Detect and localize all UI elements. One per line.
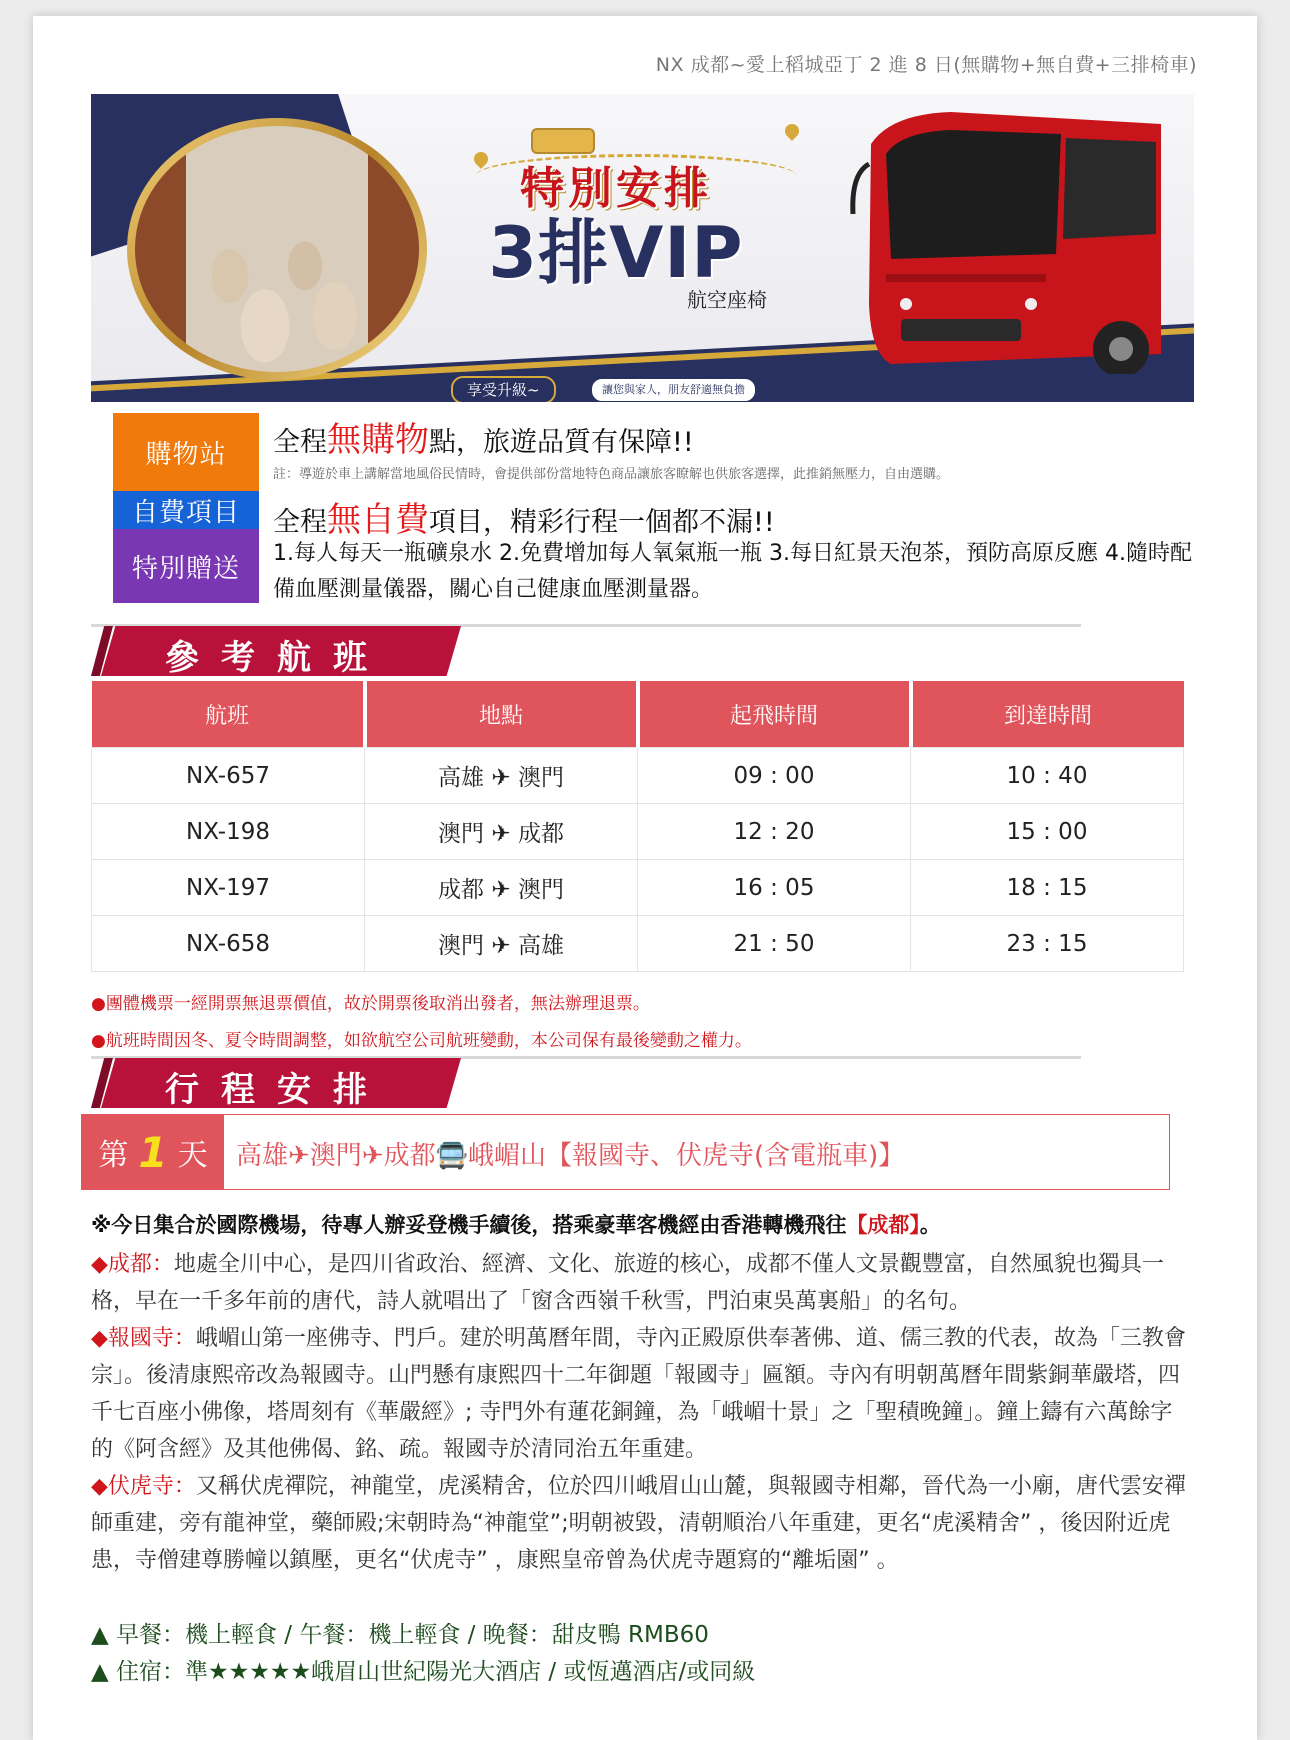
fuhu-keyword: ◆伏虎寺： [91,1474,196,1499]
day-1-header [81,1114,1170,1190]
intro-post: 。 [919,1213,941,1237]
no-shopping-pre: 全程 [273,427,327,458]
label-special-gifts: 特別贈送 [113,529,259,603]
flight-route: 澳門 ✈ 成都 [365,804,638,860]
banner-title-special: 特別安排 [520,163,712,214]
fuhu-temple-paragraph [91,1468,1191,1579]
no-optional-post: 項目，精彩行程一個都不漏!! [429,507,775,538]
mini-bus-icon [531,128,595,154]
label-shopping: 購物站 [113,413,259,491]
banner-title-seat: 航空座椅 [687,288,767,312]
document-header-title: NX 成都~愛上稻城亞丁 2 進 8 日(無購物+無自費+三排椅車) [655,54,1197,76]
label-optional-tours: 自費項目 [113,491,259,529]
table-row [92,804,1184,860]
no-shopping-post: 點，旅遊品質有保障!! [429,427,694,458]
bus-interior-photo [127,118,427,380]
special-gifts-text: 1.每人每天一瓶礦泉水 2.免費增加每人氧氣瓶一瓶 3.每日紅景天泡茶，預防高原反應 4.隨時配備血壓測量儀器，關心自己健康血壓測量器。 [273,541,1192,602]
no-optional-pre: 全程 [273,507,327,538]
baoguo-text: 峨嵋山第一座佛寺、門戶。建於明萬曆年間，寺內正殿原供奉著佛、道、儒三教的代表，故為「三教會宗」。後清康熙帝改為報國寺。山門懸有康熙四十二年御題「報國寺」匾額。寺內有明朝萬曆年間紫銅華嚴塔，四千七百座小佛像，塔周刻有《華嚴經》; 寺門外有蓮花銅鐘，為「峨嵋十景」之「聖積晚鐘」。鐘上鑄有六萬餘字的《阿含經》及其他佛偈、銘、疏。報國寺於清同治五年重建。 [91,1326,1186,1462]
flight-note-schedule: ●航班時間因冬、夏令時間調整，如欲航空公司航班變動，本公司保有最後變動之權力。 [91,1031,752,1051]
departure-time: 21 : 50 [638,916,911,972]
meals-line: ▲ 早餐：機上輕食 / 午餐：機上輕食 / 晚餐：甜皮鴨 RMB60 [91,1622,709,1648]
bus-seats-image [135,126,419,372]
arrival-time: 10 : 40 [911,748,1184,804]
itinerary-section-header [91,1048,1081,1108]
departure-time: 12 : 20 [638,804,911,860]
col-header-arrival: 到達時間 [911,681,1184,748]
day-route: 高雄✈澳門✈成都🚍峨嵋山【報國寺、伏虎寺(含電瓶車)】 [236,1141,905,1171]
hotel-line: ▲ 住宿：準★★★★★峨眉山世紀陽光大酒店 / 或恆邁酒店/或同級 [91,1659,756,1685]
intro-pre: ※今日集合於國際機場，待專人辦妥登機手續後，搭乘豪華客機經由香港轉機飛往 [91,1213,847,1237]
banner-title-vip: 3排VIP [488,212,744,294]
no-shopping-line [273,412,694,461]
upgrade-pill: 享受升級~ [451,376,556,402]
day-tag [82,1115,224,1189]
vip-seat-banner [91,94,1194,402]
arrival-time: 18 : 15 [911,860,1184,916]
flight-number: NX-657 [92,748,365,804]
upgrade-note: 讓您與家人，朋友舒適無負擔 [591,378,756,402]
table-row [92,748,1184,804]
flight-number: NX-658 [92,916,365,972]
flight-table [91,681,1184,972]
flight-number: NX-198 [92,804,365,860]
flight-route: 澳門 ✈ 高雄 [365,916,638,972]
departure-time: 09 : 00 [638,748,911,804]
banner-title-block [451,152,781,313]
departure-time: 16 : 05 [638,860,911,916]
col-header-flight: 航班 [92,681,365,748]
col-header-route: 地點 [365,681,638,748]
day-number: 1 [138,1127,168,1177]
day-tag-post: 天 [177,1138,208,1173]
itinerary-section-title: 行程安排 [165,1070,389,1110]
flight-route: 成都 ✈ 澳門 [365,860,638,916]
shopping-note: 註：導遊於車上講解當地風俗民情時，會提供部份當地特色商品讓旅客瞭解也供旅客選擇，此推銷無壓力，自由選購。 [273,467,950,482]
table-row [92,916,1184,972]
flight-note-refund: ●團體機票一經開票無退票價值，故於開票後取消出發者，無法辦理退票。 [91,994,650,1014]
document-page [33,16,1257,1740]
flight-table-header-row [92,681,1184,748]
arrival-time: 23 : 15 [911,916,1184,972]
flight-route: 高雄 ✈ 澳門 [365,748,638,804]
flight-number: NX-197 [92,860,365,916]
fuhu-text: 又稱伏虎禪院，神龍堂，虎溪精舍，位於四川峨眉山山麓，與報國寺相鄰，晉代為一小廟，唐代雲安禪師重建，旁有龍神堂，藥師殿;宋朝時為“神龍堂”;明朝被毀，清朝順治八年重建，更名“虎溪精舍” ，後因附近虎患，寺僧建尊勝幢以鎮壓，更名“伏虎寺” ，康熙皇帝曾為伏虎寺題寫的“離垢園” 。 [91,1474,1186,1573]
chengdu-text: 地處全川中心，是四川省政治、經濟、文化、旅遊的核心，成都不僅人文景觀豐富，自然風貌也獨具一格，早在一千多年前的唐代，詩人就唱出了「窗含西嶺千秋雪，門泊東吳萬裏船」的名句。 [91,1252,1164,1314]
chengdu-paragraph [91,1246,1191,1320]
day-tag-pre: 第 [98,1138,129,1173]
baoguo-temple-paragraph [91,1320,1191,1468]
day-intro [91,1209,941,1239]
red-bus-icon [831,104,1171,374]
no-shopping-highlight: 無購物 [327,420,429,460]
no-optional-highlight: 無自費 [327,500,429,540]
table-row [92,860,1184,916]
baoguo-keyword: ◆報國寺： [91,1326,196,1351]
map-pin-icon [782,121,802,141]
no-optional-line [273,492,775,541]
flights-section-title: 參考航班 [165,638,389,678]
col-header-departure: 起飛時間 [638,681,911,748]
chengdu-keyword: ◆成都： [91,1252,174,1277]
arrival-time: 15 : 00 [911,804,1184,860]
intro-city: 【成都】 [846,1213,920,1237]
flights-section-header [91,616,1081,676]
